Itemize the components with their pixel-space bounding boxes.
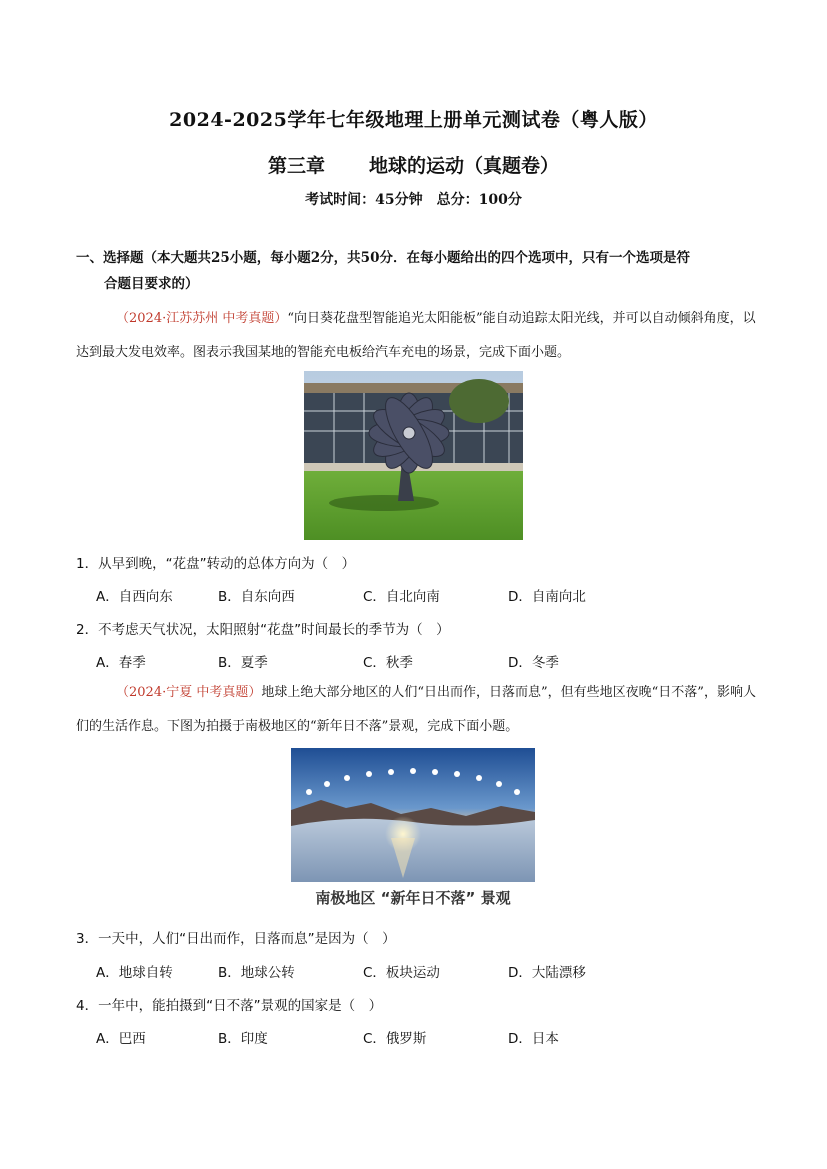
material-1 — [76, 302, 756, 370]
question-2-option-d[interactable]: D．冬季 — [508, 655, 559, 671]
question-1-option-c[interactable]: C．自北向南 — [363, 589, 440, 605]
chapter-title: 地球的运动（真题卷） — [369, 155, 560, 177]
antarctic-midnight-sun-image — [291, 748, 535, 882]
section-heading-line1: 一、选择题（本大题共25小题，每小题2分，共50分．在每小题给出的四个选项中，只有一个选项是符 — [76, 250, 690, 266]
material-2-source: （2024·宁夏 中考真题） — [116, 685, 262, 700]
chapter-heading — [0, 151, 827, 178]
question-2: 2．不考虑天气状况，太阳照射“花盘”时间最长的季节为（ ） — [76, 622, 450, 638]
question-4-option-b[interactable]: B．印度 — [218, 1031, 268, 1047]
exam-title: 2024-2025学年七年级地理上册单元测试卷（粤人版） — [169, 109, 658, 131]
question-1-option-b[interactable]: B．自东向西 — [218, 589, 295, 605]
question-3-option-c[interactable]: C．板块运动 — [363, 965, 440, 981]
material-1-text: “向日葵花盘型智能追光太阳能板”能自动追踪太阳光线，并可以自动倾斜角度，以达到最大发电效率。图表示我国某地的智能充电板给汽车充电的场景，完成下面小题。 — [76, 311, 756, 360]
question-3-option-b[interactable]: B．地球公转 — [218, 965, 295, 981]
question-1: 1．从早到晚，“花盘”转动的总体方向为（ ） — [76, 556, 356, 572]
section-heading — [76, 245, 756, 297]
chapter-number: 第三章 — [267, 155, 325, 177]
material-2-text: 地球上绝大部分地区的人们“日出而作，日落而息”，但有些地区夜晚“日不落”，影响人们的生活作息。下图为拍摄于南极地区的“新年日不落”景观，完成下面小题。 — [76, 685, 756, 734]
question-1-option-d[interactable]: D．自南向北 — [508, 589, 586, 605]
question-1-option-a[interactable]: A．自西向东 — [96, 589, 173, 605]
question-2-option-b[interactable]: B．夏季 — [218, 655, 268, 671]
section-heading-line2: 合题目要求的） — [104, 276, 199, 292]
question-3-option-a[interactable]: A．地球自转 — [96, 965, 173, 981]
exam-meta: 考试时间：45分钟 总分：100分 — [305, 192, 522, 208]
question-4-option-a[interactable]: A．巴西 — [96, 1031, 146, 1047]
sunflower-solar-panel-image — [304, 371, 523, 540]
material-1-source: （2024·江苏苏州 中考真题） — [116, 311, 288, 326]
question-3: 3．一天中，人们“日出而作，日落而息”是因为（ ） — [76, 931, 396, 947]
question-4-option-d[interactable]: D．日本 — [508, 1031, 559, 1047]
question-2-option-c[interactable]: C．秋季 — [363, 655, 413, 671]
question-2-option-a[interactable]: A．春季 — [96, 655, 146, 671]
question-4: 4．一年中，能拍摄到“日不落”景观的国家是（ ） — [76, 998, 383, 1014]
question-4-option-c[interactable]: C．俄罗斯 — [363, 1031, 427, 1047]
question-3-option-d[interactable]: D．大陆漂移 — [508, 965, 586, 981]
material-2 — [76, 676, 756, 744]
image-caption: 南极地区 “新年日不落” 景观 — [315, 889, 511, 907]
